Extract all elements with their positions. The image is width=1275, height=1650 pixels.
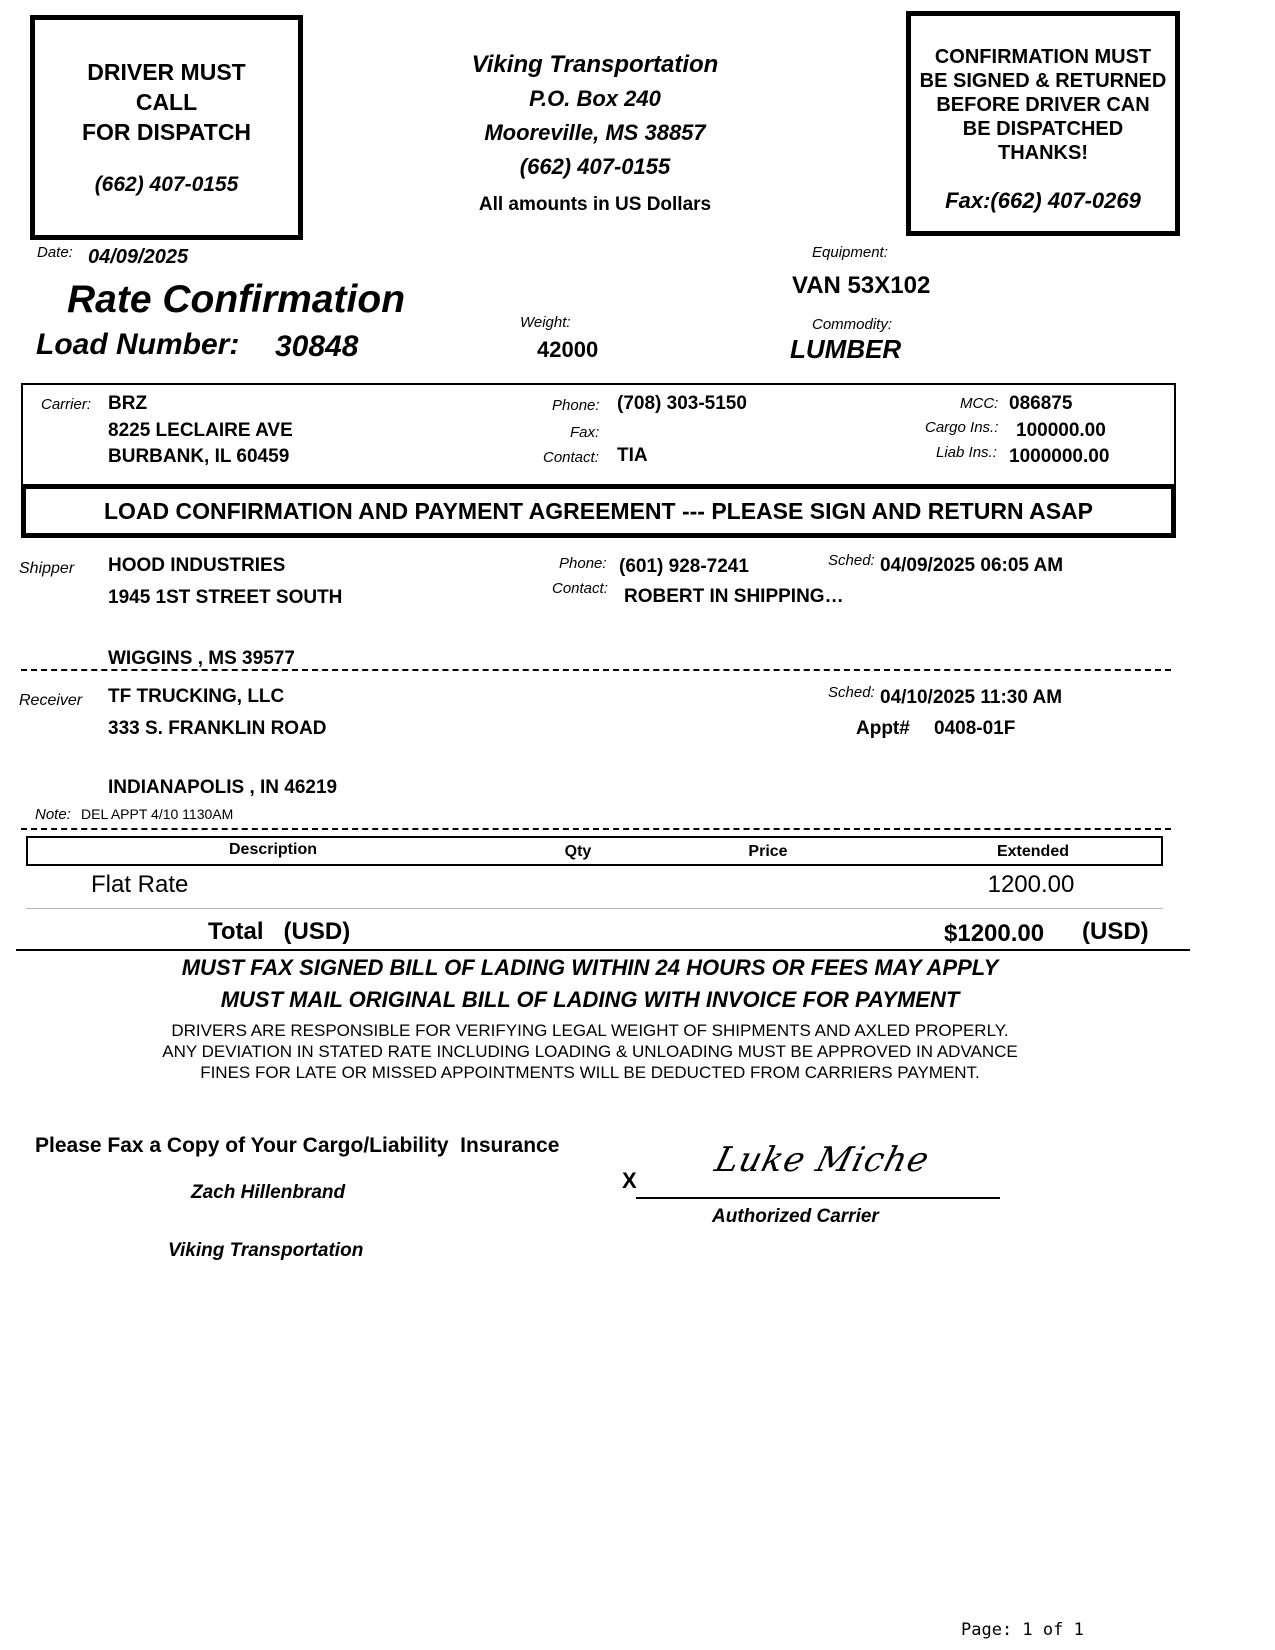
terms-line3: DRIVERS ARE RESPONSIBLE FOR VERIFYING LEGAL WEIGHT OF SHIPMENTS AND AXLED PROPERLY. [171,1021,1009,1040]
terms-line5: FINES FOR LATE OR MISSED APPOINTMENTS WILL BE DEDUCTED FROM CARRIERS PAYMENT. [200,1063,980,1082]
company-phone: (662) 407-0155 [519,154,671,179]
receiver-city: INDIANAPOLIS , IN 46219 [108,777,338,798]
load-number-label: Load Number: [36,328,240,361]
receiver-sched: 04/10/2025 11:30 AM [880,687,1063,708]
agent-name: Zach Hillenbrand [191,1182,346,1203]
signature-line[interactable] [636,1197,1000,1199]
insurance-note: Please Fax a Copy of Your Cargo/Liability Insurance [35,1134,560,1157]
total-label: Total (USD) [208,918,351,945]
carrier-signature: Luke Miche [711,1140,934,1180]
receiver-address1: 333 S. FRANKLIN ROAD [108,718,327,739]
notice-line3: BEFORE DRIVER CAN [936,94,1150,116]
dispatch-line1: DRIVER MUST [87,59,246,85]
terms-line4: ANY DEVIATION IN STATED RATE INCLUDING LOADING & UNLOADING MUST BE APPROVED IN ADVANCE [162,1042,1018,1061]
carrier-phone-label: Phone: [552,397,600,414]
liab-ins-value: 1000000.00 [1009,446,1110,467]
notice-line4: BE DISPATCHED [962,118,1124,140]
equipment-value: VAN 53X102 [792,272,931,299]
agreement-banner: LOAD CONFIRMATION AND PAYMENT AGREEMENT --- PLEASE SIGN AND RETURN ASAP [21,484,1176,538]
shipper-phone: (601) 928-7241 [619,556,749,577]
shipper-contact: ROBERT IN SHIPPING… [624,586,844,607]
company-address1: P.O. Box 240 [529,86,661,111]
receiver-label: Receiver [19,692,83,709]
terms-line1: MUST FAX SIGNED BILL OF LADING WITHIN 24 HOURS OR FEES MAY APPLY [181,955,999,980]
page-title: Rate Confirmation [67,278,406,321]
shipper-contact-label: Contact: [552,580,608,597]
section-divider [21,828,1171,830]
col-price: Price [748,843,788,860]
cargo-ins-value: 100000.00 [1016,420,1106,441]
company-block [430,48,760,216]
carrier-label: Carrier: [41,396,92,413]
shipper-phone-label: Phone: [559,555,607,572]
company-address2: Mooreville, MS 38857 [484,120,706,145]
total-underline [16,949,1190,951]
carrier-contact: TIA [617,445,648,466]
weight-label: Weight: [520,314,571,331]
appt-number: 0408-01F [934,718,1016,739]
agent-company: Viking Transportation [168,1240,364,1261]
currency-note: All amounts in US Dollars [478,194,712,215]
carrier-block [21,383,1176,484]
col-extended: Extended [996,843,1069,860]
date-label: Date: [37,244,73,261]
mcc-value: 086875 [1009,393,1073,414]
col-qty: Qty [564,843,592,860]
shipper-sched-label: Sched: [828,552,875,569]
notice-line5: THANKS! [998,142,1088,164]
appt-label: Appt# [856,718,910,739]
note-text: DEL APPT 4/10 1130AM [81,806,234,822]
company-name: Viking Transportation [471,51,719,78]
row-description: Flat Rate [91,871,189,898]
shipper-address1: 1945 1ST STREET SOUTH [108,587,343,608]
total-amount: $1200.00 [944,920,1045,947]
dispatch-line3: FOR DISPATCH [81,119,252,145]
carrier-contact-label: Contact: [543,449,599,466]
dispatch-line2: CALL [135,89,198,115]
table-row [26,868,1163,909]
col-description: Description [228,841,317,858]
carrier-name: BRZ [108,393,148,414]
commodity-label: Commodity: [812,316,893,333]
date-value: 04/09/2025 [88,246,189,268]
shipper-name: HOOD INDUSTRIES [108,555,286,576]
notice-line2: BE SIGNED & RETURNED [919,70,1167,92]
equipment-label: Equipment: [812,244,888,261]
notice-line1: CONFIRMATION MUST [934,46,1152,68]
section-divider [21,669,1171,671]
signature-x: X [622,1168,637,1193]
authorized-carrier-label: Authorized Carrier [712,1206,879,1227]
receiver-name: TF TRUCKING, LLC [108,686,285,707]
dispatch-call-box [30,15,303,240]
commodity-value: LUMBER [790,334,902,364]
receiver-sched-label: Sched: [828,684,875,701]
row-extended: 1200.00 [987,871,1075,898]
terms-block [0,952,1180,1083]
load-number: 30848 [275,330,359,363]
carrier-address1: 8225 LECLAIRE AVE [108,420,293,441]
charges-header [26,836,1163,866]
notice-fax: Fax:(662) 407-0269 [945,188,1141,213]
confirmation-notice-box [906,11,1180,236]
carrier-phone: (708) 303-5150 [617,393,747,414]
liab-ins-label: Liab Ins.: [936,444,997,461]
weight-value: 42000 [537,337,599,362]
dispatch-phone: (662) 407-0155 [94,173,239,196]
shipper-label: Shipper [19,560,75,577]
total-currency: (USD) [1082,918,1149,945]
cargo-ins-label: Cargo Ins.: [925,419,999,436]
shipper-city: WIGGINS , MS 39577 [108,648,295,669]
terms-line2: MUST MAIL ORIGINAL BILL OF LADING WITH INVOICE FOR PAYMENT [220,987,960,1012]
mcc-label: MCC: [960,395,999,412]
carrier-fax-label: Fax: [570,424,600,441]
page-number: Page: 1 of 1 [961,1620,1084,1640]
carrier-address2: BURBANK, IL 60459 [108,446,290,467]
shipper-sched: 04/09/2025 06:05 AM [880,555,1064,576]
note-label: Note: [35,806,71,823]
